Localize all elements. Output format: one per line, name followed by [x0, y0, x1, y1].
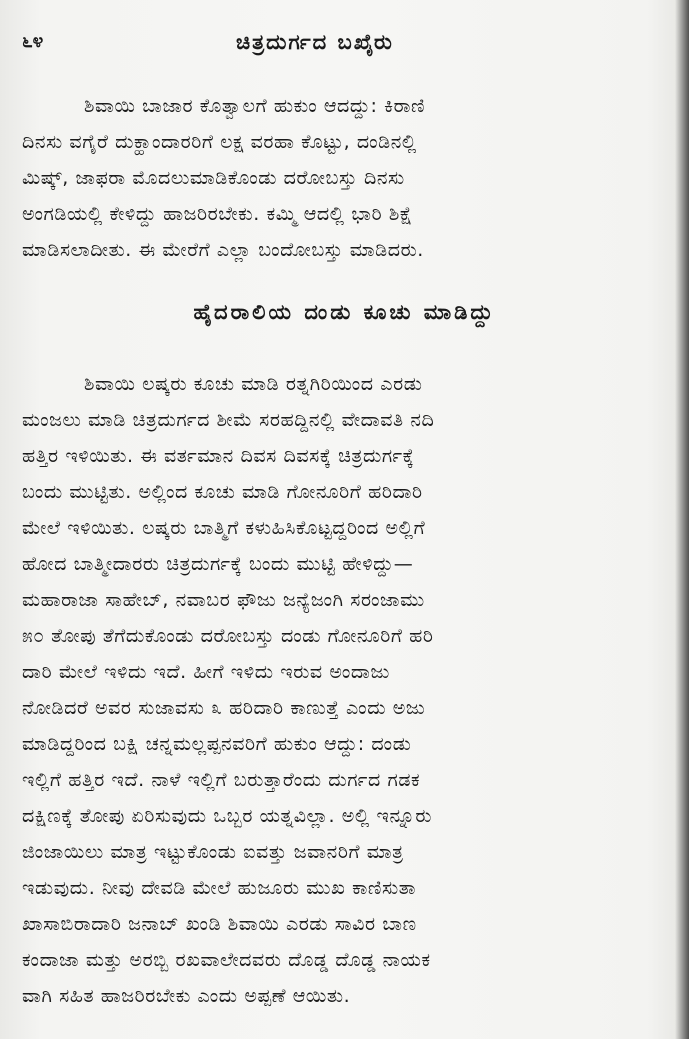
- text-line: ದಿನಸು ವಗೈರೆ ದುಕ್ಹಾಂದಾರರಿಗೆ ಲಕ್ಷ ವರಹಾ ಕೊಟ್ಟು, ದಂಡಿನಲ್ಲಿ: [22, 131, 417, 153]
- text-line: ಬಂದು ಮುಟ್ಟಿತು. ಅಲ್ಲಿಂದ ಕೂಚು ಮಾಡಿ ಗೋನೂರಿಗೆ ಹರಿದಾರಿ: [22, 481, 423, 503]
- text-line: ಅಂಗಡಿಯಲ್ಲಿ ಕೇಳಿದ್ದು ಹಾಜರಿರಬೇಕು. ಕಮ್ಮಿ ಆದಲ್ಲಿ ಭಾರಿ ಶಿಕ್ಷೆ: [22, 203, 413, 225]
- page-number: ೬೪: [22, 30, 44, 52]
- text-line: ೫೦ ತೋಪು ತೆಗೆದುಕೊಂಡು ದರೋಬಸ್ತು ದಂಡು ಗೋನೂರಿಗೆ ಹರಿ: [22, 625, 434, 647]
- text-line: ಮಂಜಲು ಮಾಡಿ ಚಿತ್ರದುರ್ಗದ ಶೀಮೆ ಸರಹದ್ದಿನಲ್ಲಿ ವೇದಾವತಿ ನದಿ: [22, 409, 435, 431]
- text-line: ಮೇಲೆ ಇಳಿಯಿತು. ಲಷ್ಕರು ಬಾತ್ಮಿಗೆ ಕಳುಹಿಸಿಕೊಟ್ಟದ್ದರಿಂದ ಅಲ್ಲಿಗೆ: [22, 517, 426, 539]
- text-line: ಖಾಸಾಬಿರಾದಾರಿ ಜನಾಬ್ ಖಂಡಿ ಶಿವಾಯಿ ಎರಡು ಸಾವಿರ ಬಾಣ: [22, 913, 417, 935]
- text-line: ಮಹಾರಾಜಾ ಸಾಹೇಬ್, ನವಾಬರ ಫೌಜು ಜನ್ಯೆಜಂಗಿ ಸರಂಜಾಮು: [22, 589, 425, 611]
- page-binding-shadow: [675, 0, 689, 1039]
- paragraph-2: [22, 366, 670, 1014]
- text-line: ಇಡುವುದು. ನೀವು ದೇವಡಿ ಮೇಲೆ ಹುಜೂರು ಮುಖ ಕಾಣಿಸುತಾ: [22, 877, 417, 899]
- text-line: ಇಲ್ಲಿಗೆ ಹತ್ತಿರ ಇದೆ. ನಾಳೆ ಇಲ್ಲಿಗೆ ಬರುತ್ತಾರೆಂದು ದುರ್ಗದ ಗಡಕ: [22, 769, 421, 791]
- text-line: ದಾರಿ ಮೇಲೆ ಇಳಿದು ಇದೆ. ಹೀಗೆ ಇಳಿದು ಇರುವ ಅಂದಾಜು: [22, 661, 390, 683]
- page-header: [0, 30, 689, 66]
- text-line: ಹತ್ತಿರ ಇಳಿಯಿತು. ಈ ವರ್ತಮಾನ ದಿವಸ ದಿವಸಕ್ಕೆ ಚಿತ್ರದುರ್ಗಕ್ಕೆ: [22, 445, 415, 467]
- text-line: ಶಿವಾಯಿ ಬಾಜಾರ ಕೊತ್ವಾಲಗೆ ಹುಕುಂ ಆದದ್ದು: ಕಿರಾಣಿ: [84, 95, 426, 117]
- section-heading: ಹೈದರಾಲಿಯ ದಂಡು ಕೂಚು ಮಾಡಿದ್ದು: [193, 300, 496, 324]
- text-line: ಮಾಡಿಸಲಾದೀತು. ಈ ಮೇರೆಗೆ ಎಲ್ಲಾ ಬಂದೋಬಸ್ತು ಮಾಡಿದರು.: [22, 239, 424, 261]
- paragraph-1: [22, 88, 670, 268]
- text-line: ವಾಗಿ ಸಹಿತ ಹಾಜರಿರಬೇಕು ಎಂದು ಅಪ್ಪಣೆ ಆಯಿತು.: [22, 985, 351, 1007]
- running-title: ಚಿತ್ರದುರ್ಗದ ಬಖೈರು: [236, 30, 394, 54]
- text-line: ಮಾಡಿದ್ದರಿಂದ ಬಕ್ಷಿ ಚನ್ನಮಲ್ಲಪ್ಪನವರಿಗೆ ಹುಕುಂ ಆದ್ದು: ದಂಡು: [22, 733, 412, 755]
- text-line: ಮಿಷ್ಕ್, ಜಾಫರಾ ಮೊದಲುಮಾಡಿಕೊಂಡು ದರೋಬಸ್ತು ದಿನಸು: [22, 167, 405, 189]
- text-line: ಶಿವಾಯಿ ಲಷ್ಕರು ಕೂಚು ಮಾಡಿ ರತ್ನಗಿರಿಯಿಂದ ಎರಡು: [84, 373, 423, 395]
- text-line: ದಕ್ಷಿಣಕ್ಕೆ ತೋಪು ಏರಿಸುವುದು ಒಬ್ಬರ ಯತ್ನವಿಲ್ಲಾ. ಅಲ್ಲಿ ಇನ್ನೂರು: [22, 805, 433, 827]
- text-line: ಕಂದಾಜಾ ಮತ್ತು ಅರಬ್ಬಿ ರಖವಾಲೇದವರು ದೊಡ್ಡ ದೊಡ್ಡ ನಾಯಕ: [22, 949, 431, 971]
- text-line: ಜಿಂಜಾಯಿಲು ಮಾತ್ರ ಇಟ್ಟುಕೊಂಡು ಐವತ್ತು ಜವಾನರಿಗೆ ಮಾತ್ರ: [22, 841, 404, 863]
- text-line: ಹೋದ ಬಾತ್ಮೀದಾರರು ಚಿತ್ರದುರ್ಗಕ್ಕೆ ಬಂದು ಮುಟ್ಟಿ ಹೇಳಿದ್ದು—: [22, 553, 414, 575]
- text-line: ನೋಡಿದರೆ ಅವರ ಸುಜಾವಸು ೩ ಹರಿದಾರಿ ಕಾಣುತ್ತೆ ಎಂದು ಅಜು: [22, 697, 426, 719]
